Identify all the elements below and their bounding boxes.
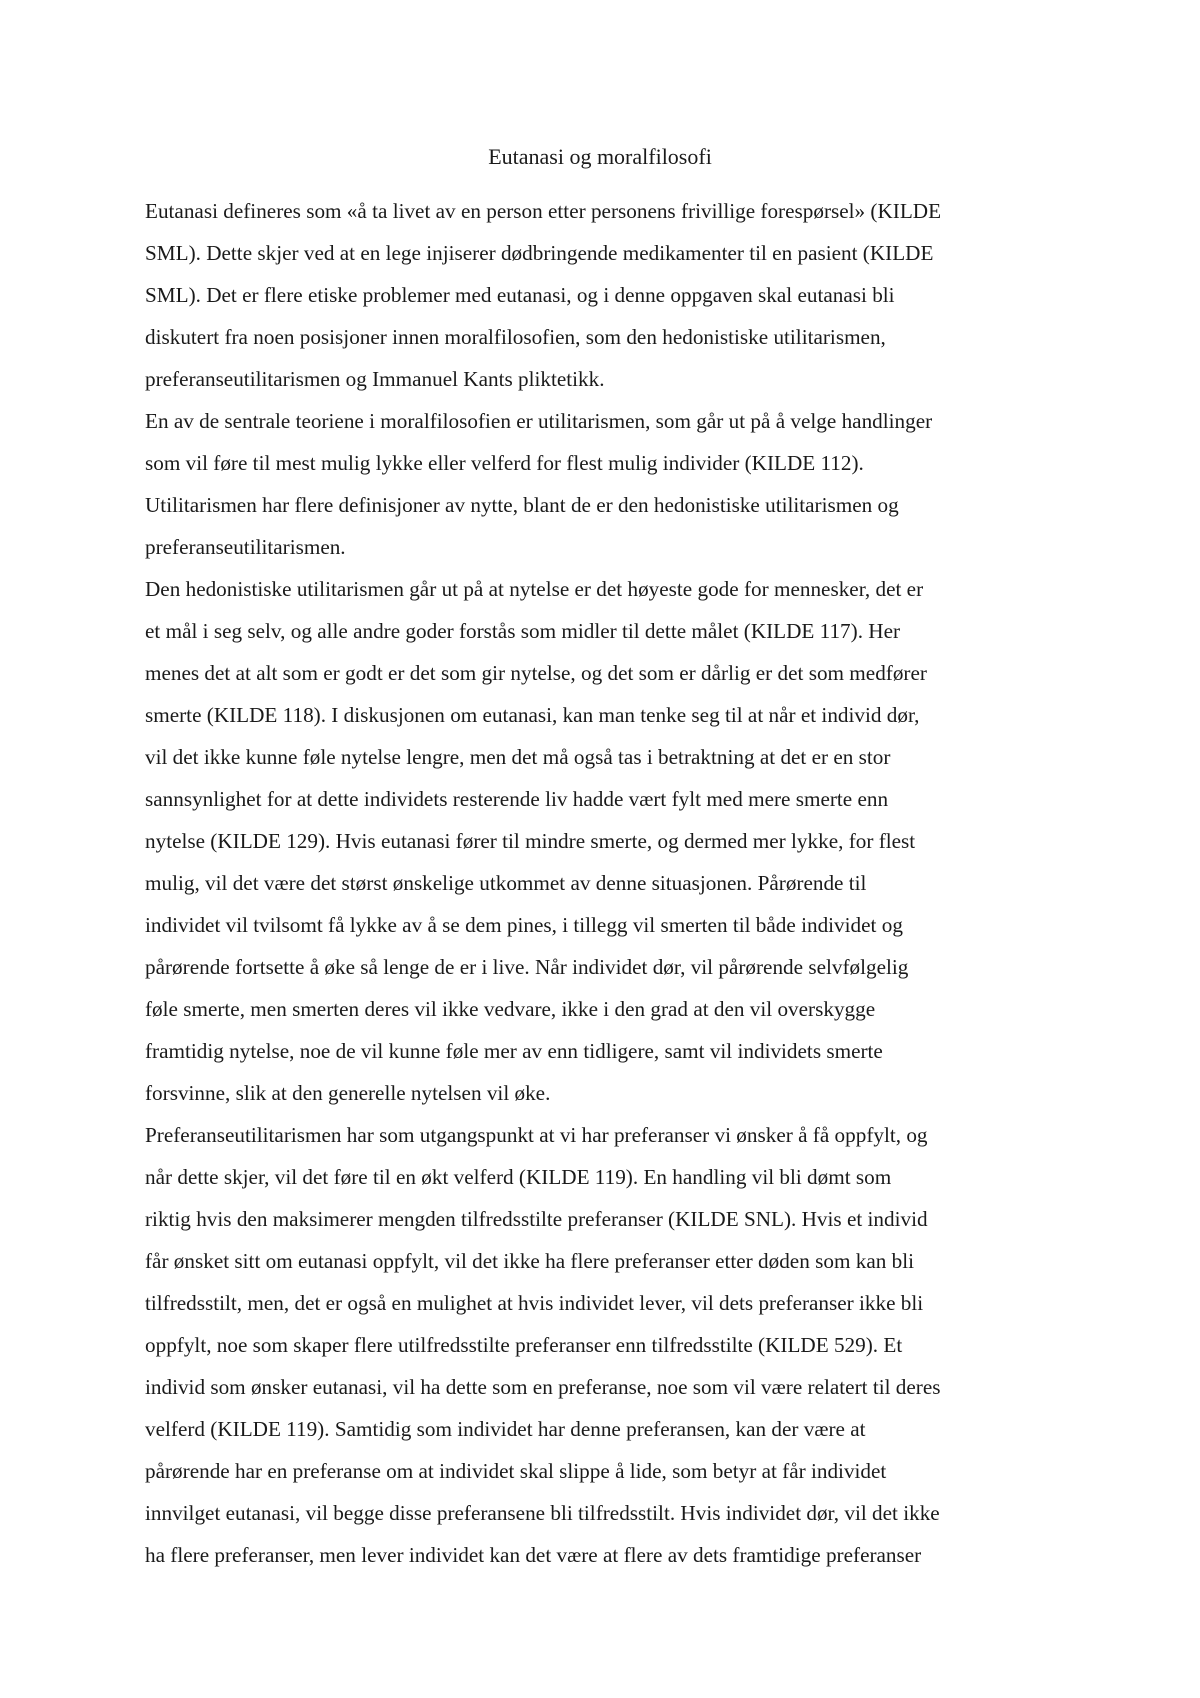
text-line: menes det at alt som er godt er det som gir nytelse, og det som er dårlig er det som medfører	[145, 661, 927, 685]
text-line: smerte (KILDE 118). I diskusjonen om eutanasi, kan man tenke seg til at når et individ dør,	[145, 703, 920, 727]
text-line: tilfredsstilt, men, det er også en mulighet at hvis individet lever, vil dets preferanser ikke bli	[145, 1291, 924, 1315]
text-line: individet vil tvilsomt få lykke av å se dem pines, i tillegg vil smerten til både individet og	[145, 913, 903, 937]
text-line: når dette skjer, vil det føre til en økt velferd (KILDE 119). En handling vil bli dømt som	[145, 1165, 892, 1189]
paragraph	[145, 400, 1065, 568]
text-line: mulig, vil det være det størst ønskelige utkommet av denne situasjonen. Pårørende til	[145, 871, 867, 895]
text-line: sannsynlighet for at dette individets resterende liv hadde vært fylt med mere smerte enn	[145, 787, 889, 811]
text-line: oppfylt, noe som skaper flere utilfredsstilte preferanser enn tilfredsstilte (KILDE 529). Et	[145, 1333, 903, 1357]
text-line: SML). Dette skjer ved at en lege injiserer dødbringende medikamenter til en pasient (KILDE	[145, 241, 934, 265]
paragraph	[145, 568, 1065, 1114]
text-line: Den hedonistiske utilitarismen går ut på at nytelse er det høyeste gode for mennesker, det er	[145, 577, 924, 601]
text-line: En av de sentrale teoriene i moralfilosofien er utilitarismen, som går ut på å velge handlinger	[145, 409, 933, 433]
paragraph	[145, 1114, 1065, 1576]
text-line: preferanseutilitarismen og Immanuel Kants pliktetikk.	[145, 367, 605, 391]
text-line: Utilitarismen har flere definisjoner av nytte, blant de er den hedonistiske utilitarismen og	[145, 493, 899, 517]
text-line: føle smerte, men smerten deres vil ikke vedvare, ikke i den grad at den vil overskygge	[145, 997, 876, 1021]
text-line: pårørende fortsette å øke så lenge de er i live. Når individet dør, vil pårørende selvfølgelig	[145, 955, 909, 979]
text-line: framtidig nytelse, noe de vil kunne føle mer av enn tidligere, samt vil individets smerte	[145, 1039, 883, 1063]
text-line: innvilget eutanasi, vil begge disse preferansene bli tilfredsstilt. Hvis individet dør, vil det ikke	[145, 1501, 940, 1525]
text-line: ha flere preferanser, men lever individet kan det være at flere av dets framtidige preferanser	[145, 1543, 922, 1567]
text-line: individ som ønsker eutanasi, vil ha dette som en preferanse, noe som vil være relatert til deres	[145, 1375, 941, 1399]
paragraph	[145, 190, 1065, 400]
text-line: Preferanseutilitarismen har som utgangspunkt at vi har preferanser vi ønsker å få oppfylt, og	[145, 1123, 928, 1147]
text-line: vil det ikke kunne føle nytelse lengre, men det må også tas i betraktning at det er en stor	[145, 745, 891, 769]
document-body	[145, 190, 1065, 1576]
text-line: preferanseutilitarismen.	[145, 535, 346, 559]
document-title: Eutanasi og moralfilosofi	[488, 144, 712, 169]
text-line: Eutanasi defineres som «å ta livet av en person etter personens frivillige forespørsel» (KILDE	[145, 199, 942, 223]
text-line: som vil føre til mest mulig lykke eller velferd for flest mulig individer (KILDE 112).	[145, 451, 864, 475]
text-line: SML). Det er flere etiske problemer med eutanasi, og i denne oppgaven skal eutanasi bli	[145, 283, 895, 307]
text-line: diskutert fra noen posisjoner innen moralfilosofien, som den hedonistiske utilitarismen,	[145, 325, 886, 349]
text-line: et mål i seg selv, og alle andre goder forstås som midler til dette målet (KILDE 117). Her	[145, 619, 901, 643]
text-line: riktig hvis den maksimerer mengden tilfredsstilte preferanser (KILDE SNL). Hvis et individ	[145, 1207, 928, 1231]
text-line: får ønsket sitt om eutanasi oppfylt, vil det ikke ha flere preferanser etter døden som kan bli	[145, 1249, 914, 1273]
text-line: pårørende har en preferanse om at individet skal slippe å lide, som betyr at får individet	[145, 1459, 887, 1483]
text-line: velferd (KILDE 119). Samtidig som individet har denne preferansen, kan der være at	[145, 1417, 866, 1441]
text-line: forsvinne, slik at den generelle nytelsen vil øke.	[145, 1081, 551, 1105]
text-line: nytelse (KILDE 129). Hvis eutanasi fører til mindre smerte, og dermed mer lykke, for flest	[145, 829, 916, 853]
